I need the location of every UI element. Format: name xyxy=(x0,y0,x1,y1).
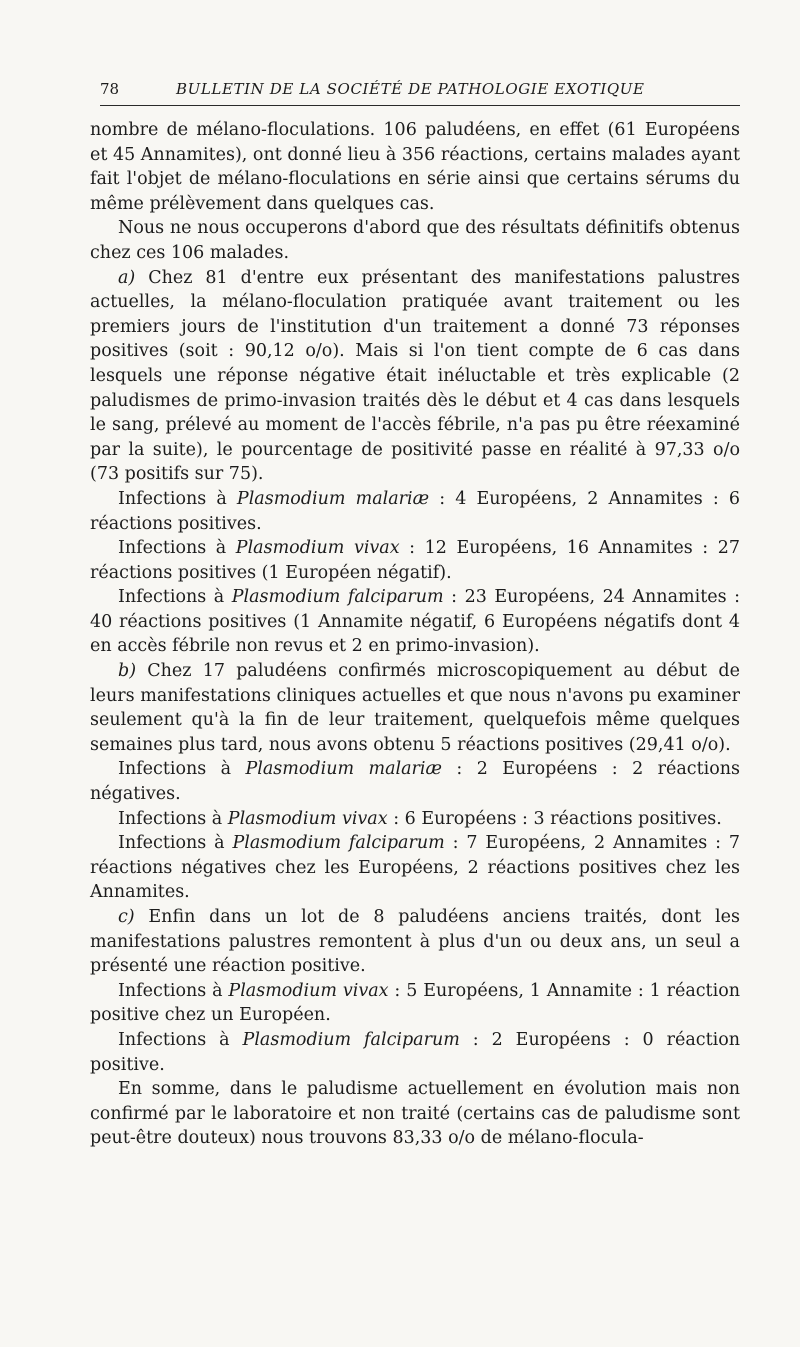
paragraph-11 xyxy=(90,905,740,979)
infection-prefix: Infections à xyxy=(118,980,229,1001)
paragraph-13 xyxy=(90,1028,740,1077)
infection-prefix: Infections à xyxy=(118,587,232,608)
infection-prefix: Infections à xyxy=(118,833,233,854)
paragraph-5 xyxy=(90,536,740,585)
paragraph-9 xyxy=(90,807,740,832)
infection-prefix: Infections à xyxy=(118,1029,243,1050)
infection-detail: : 4 Européens, 2 Annamites : 6 réactions positives. xyxy=(90,488,740,534)
list-label-a: a) xyxy=(118,267,136,288)
species-name: Plasmodium vivax xyxy=(227,808,388,829)
paragraph-12 xyxy=(90,979,740,1028)
paragraph-11-text: Enfin dans un lot de 8 paludéens anciens traités, dont les manifestations palustres remontent à plus d'un ou deux ans, un seul a présenté une réaction positive. xyxy=(90,907,740,977)
species-name: Plasmodium falciparum xyxy=(242,1029,460,1050)
species-name: Plasmodium malariæ xyxy=(236,488,430,509)
body-text xyxy=(90,118,740,1151)
infection-prefix: Infections à xyxy=(118,759,246,780)
species-name: Plasmodium vivax xyxy=(235,538,400,559)
list-label-b: b) xyxy=(118,661,137,682)
paragraph-7-text: Chez 17 paludéens confirmés microscopiquement au début de leurs manifestations cliniques actuelles et que nous n'avons pu examiner seulement qu'à la fin de leur traitement, quelquefois même quelques semaines plus tard, nous avons obtenu 5 réactions positives (29,41 o/o). xyxy=(90,661,740,755)
page-number: 78 xyxy=(100,80,120,98)
paragraph-4 xyxy=(90,487,740,536)
paragraph-3-text: Chez 81 d'entre eux présentant des manifestations palustres actuelles, la mélano-floculation pratiquée avant traitement ou les premiers jours de l'institution d'un traitement a donné 73 réponses positives (soit : 90,12 o/o). Mais si l'on tient compte de 6 cas dans lesquels une réponse négative était inéluctable et très explicable (2 paludismes de primo-invasion traités dès le début et 4 cas dans lesquels le sang, prélevé au moment de l'accès fébrile, n'a pas pu être réexaminé par la suite), le pourcentage de positivité passe en réalité à 97,33 o/o (73 positifs sur 75). xyxy=(90,267,740,485)
header-rule xyxy=(100,105,740,106)
paragraph-6 xyxy=(90,585,740,659)
infection-detail: : 7 Européens, 2 Annamites : 7 réactions négatives chez les Européens, 2 réactions positives chez les Annamites. xyxy=(90,833,740,903)
infection-detail: : 2 Européens : 2 réactions négatives. xyxy=(90,759,740,805)
infection-detail: : 23 Européens, 24 Annamites : 40 réactions positives (1 Annamite négatif, 6 Européens négatifs dont 4 en accès fébrile non revus et 2 en primo-invasion). xyxy=(90,587,740,657)
paragraph-10 xyxy=(90,831,740,905)
paragraph-14: En somme, dans le paludisme actuellement en évolution mais non confirmé par le laboratoire et non traité (certains cas de paludisme sont peut-être douteux) nous trouvons 83,33 o/o de mélano-flocula- xyxy=(90,1079,740,1149)
infection-prefix: Infections à xyxy=(118,538,236,559)
infection-detail: : 2 Européens : 0 réaction positive. xyxy=(90,1029,741,1075)
paragraph-2: Nous ne nous occuperons d'abord que des résultats définitifs obtenus chez ces 106 malades. xyxy=(90,218,740,263)
list-label-c: c) xyxy=(118,907,135,927)
infection-detail: : 6 Européens : 3 réactions positives. xyxy=(387,808,722,829)
infection-prefix: Infections à xyxy=(118,808,228,829)
paragraph-7 xyxy=(90,659,740,757)
infection-detail: : 12 Européens, 16 Annamites : 27 réactions positives (1 Européen négatif). xyxy=(90,538,740,583)
species-name: Plasmodium falciparum xyxy=(232,833,445,854)
running-title: BULLETIN DE LA SOCIÉTÉ DE PATHOLOGIE EXOTIQUE xyxy=(176,80,645,98)
paragraph-3 xyxy=(90,266,740,487)
species-name: Plasmodium malariæ xyxy=(245,759,442,780)
species-name: Plasmodium falciparum xyxy=(231,587,444,608)
species-name: Plasmodium vivax xyxy=(228,980,389,1001)
infection-detail: : 5 Européens, 1 Annamite : 1 réaction positive chez un Européen. xyxy=(90,980,740,1026)
infection-prefix: Infections à xyxy=(118,488,237,509)
paragraph-1: nombre de mélano-floculations. 106 paludéens, en effet (61 Européens et 45 Annamites), ont donné lieu à 356 réactions, certains malades ayant fait l'objet de mélano-floculations en série ainsi que certains sérums du même prélèvement dans quelques cas. xyxy=(90,120,740,214)
paragraph-8 xyxy=(90,757,740,806)
